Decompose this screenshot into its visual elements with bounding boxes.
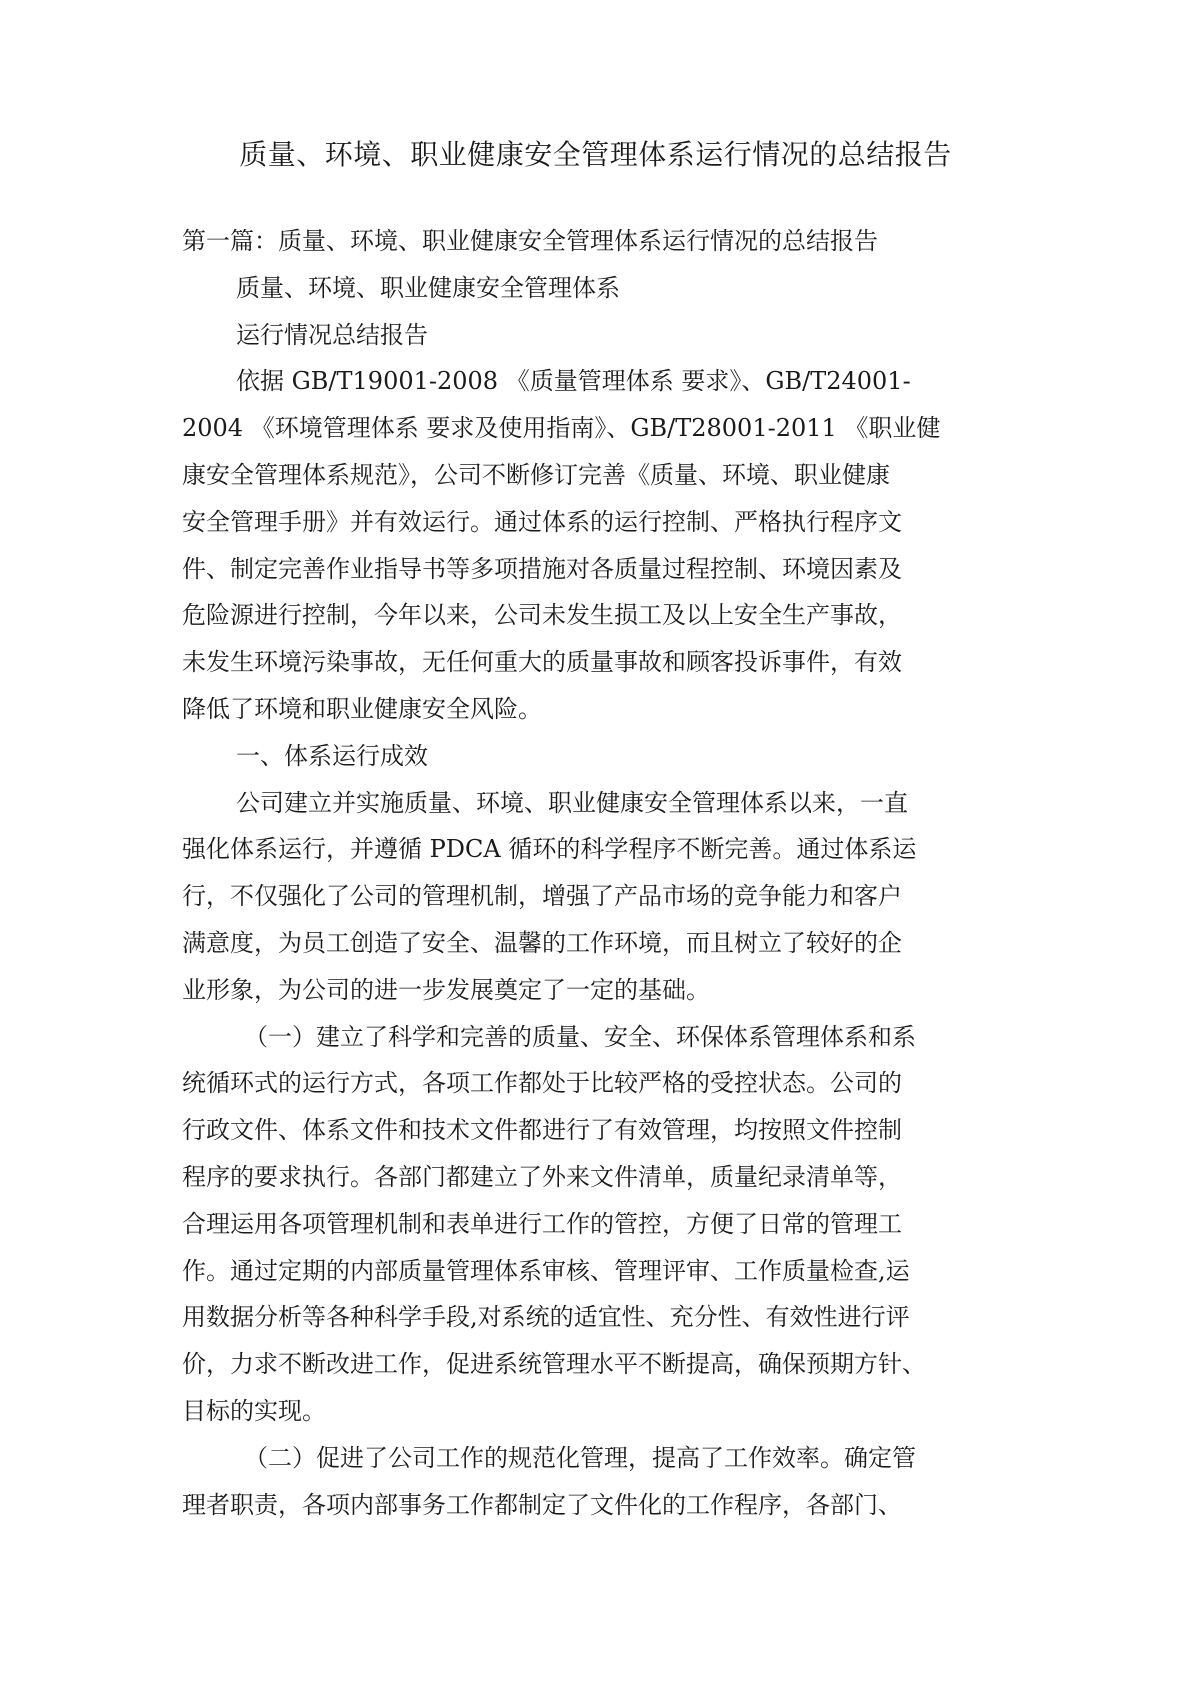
paragraph-line: 价，力求不断改进工作，促进系统管理水平不断提高，确保预期方针、 <box>182 1350 926 1379</box>
paragraph-line: 公司建立并实施质量、环境、职业健康安全管理体系以来，一直 <box>236 788 908 817</box>
section-heading: 一、体系运行成效 <box>236 741 428 770</box>
document-body <box>182 218 1022 1528</box>
paragraph-line: 依据 GB/T19001-2008 《质量管理体系 要求》、GB/T24001- <box>236 367 911 396</box>
paragraph-line: 降低了环境和职业健康安全风险。 <box>182 694 542 723</box>
paragraph-line: 安全管理手册》并有效运行。通过体系的运行控制、严格执行程序文 <box>182 507 902 536</box>
document-title: 质量、环境、职业健康安全管理体系运行情况的总结报告 <box>239 138 952 171</box>
paragraph-line: 2004 《环境管理体系 要求及使用指南》、GB/T28001-2011 《职业健 <box>182 414 941 443</box>
paragraph-line: （一）建立了科学和完善的质量、安全、环保体系管理体系和系 <box>244 1022 916 1051</box>
paragraph-line: 程序的要求执行。各部门都建立了外来文件清单，质量纪录清单等， <box>182 1162 902 1191</box>
subtitle-line: 质量、环境、职业健康安全管理体系 <box>236 273 620 302</box>
subtitle-line: 运行情况总结报告 <box>236 320 428 349</box>
paragraph-line: 件、制定完善作业指导书等多项措施对各质量过程控制、环境因素及 <box>182 554 902 583</box>
paragraph-line: 业形象，为公司的进一步发展奠定了一定的基础。 <box>182 975 710 1004</box>
paragraph-line: 危险源进行控制，今年以来，公司未发生损工及以上安全生产事故， <box>182 601 902 630</box>
paragraph-line: 目标的实现。 <box>182 1396 326 1425</box>
paragraph-line: 未发生环境污染事故，无任何重大的质量事故和顾客投诉事件，有效 <box>182 648 902 677</box>
paragraph-line: 用数据分析等各种科学手段,对系统的适宜性、充分性、有效性进行评 <box>182 1303 910 1332</box>
paragraph-line: 统循环式的运行方式，各项工作都处于比较严格的受控状态。公司的 <box>182 1069 902 1098</box>
paragraph-line: 作。通过定期的内部质量管理体系审核、管理评审、工作质量检查,运 <box>182 1256 910 1285</box>
section-heading: 第一篇：质量、环境、职业健康安全管理体系运行情况的总结报告 <box>182 227 878 255</box>
paragraph-line: 康安全管理体系规范》，公司不断修订完善《质量、环境、职业健康 <box>182 460 890 489</box>
paragraph-line: （二）促进了公司工作的规范化管理，提高了工作效率。确定管 <box>244 1443 916 1472</box>
paragraph-line: 理者职责，各项内部事务工作都制定了文件化的工作程序，各部门、 <box>182 1490 902 1519</box>
paragraph-line: 合理运用各项管理机制和表单进行工作的管控，方便了日常的管理工 <box>182 1209 902 1238</box>
paragraph-line: 行政文件、体系文件和技术文件都进行了有效管理，均按照文件控制 <box>182 1116 902 1145</box>
paragraph-line: 满意度，为员工创造了安全、温馨的工作环境，而且树立了较好的企 <box>182 928 902 957</box>
paragraph-line: 行，不仅强化了公司的管理机制，增强了产品市场的竞争能力和客户 <box>182 882 902 911</box>
paragraph-line: 强化体系运行，并遵循 PDCA 循环的科学程序不断完善。通过体系运 <box>182 835 917 864</box>
